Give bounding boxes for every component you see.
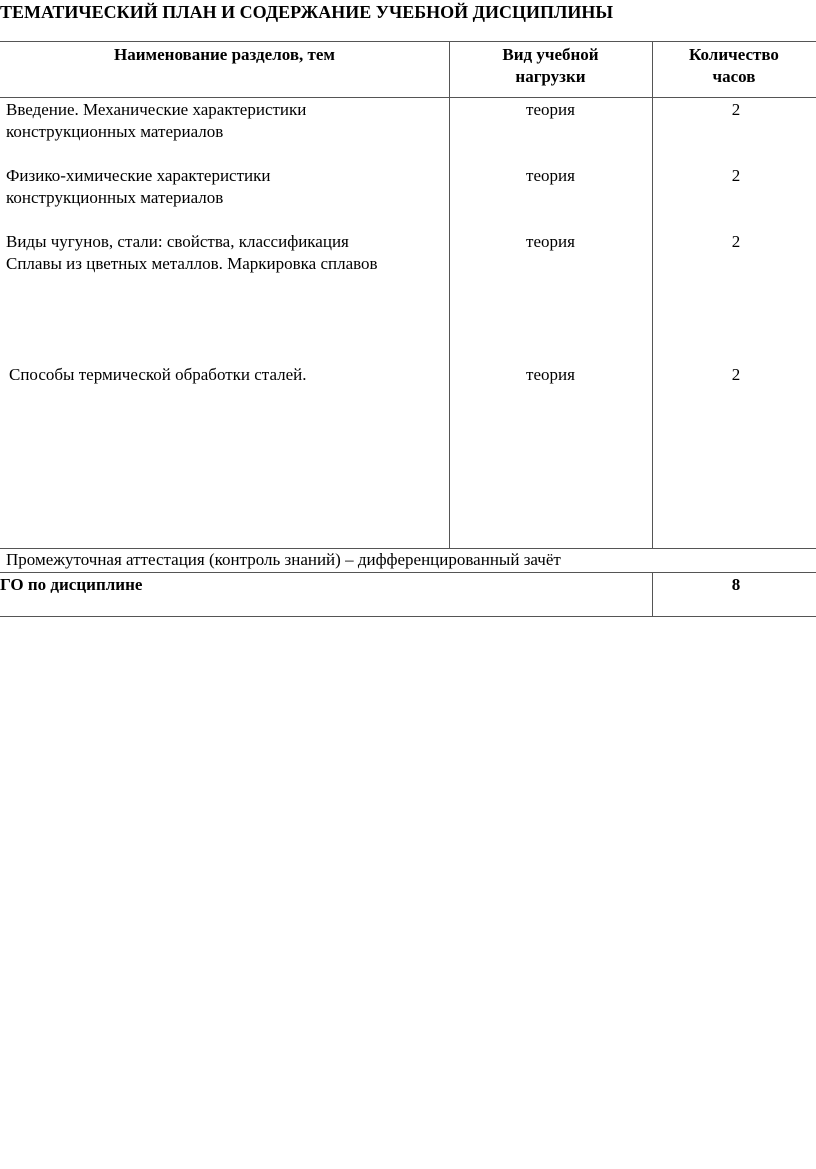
total-hours: 8 <box>731 575 741 594</box>
table-row-topic <box>6 231 446 275</box>
table-row-type: теория <box>526 166 575 185</box>
total-label: ГО по дисциплине <box>0 575 143 594</box>
header-load <box>449 44 652 88</box>
attestation-text: Промежуточная аттестация (контроль знаний) – дифференцированный зачёт <box>6 550 561 569</box>
header-load-line1: Вид учебной <box>502 45 599 64</box>
header-hours <box>652 44 816 88</box>
header-hours-line1: Количество <box>689 45 779 64</box>
topic-line: конструкционных материалов <box>6 122 224 141</box>
topic-line: Введение. Механические характеристики <box>6 100 307 119</box>
header-hours-line2: часов <box>712 67 756 86</box>
table-row-type: теория <box>526 232 575 251</box>
table-row-topic <box>6 99 446 143</box>
topic-line: Способы термической обработки сталей. <box>9 365 307 384</box>
table-row-hours: 2 <box>731 232 741 251</box>
table-row-hours: 2 <box>731 100 741 119</box>
header-bottom-border <box>0 97 816 98</box>
table-row-hours: 2 <box>731 365 741 384</box>
topic-line: конструкционных материалов <box>6 188 224 207</box>
topic-line: Сплавы из цветных металлов. Маркировка сплавов <box>6 254 378 273</box>
table-top-border <box>0 41 816 42</box>
topic-line: Виды чугунов, стали: свойства, классификация <box>6 232 349 251</box>
header-load-line2: нагрузки <box>515 67 586 86</box>
table-bottom-border <box>0 616 816 617</box>
attestation-bottom-border <box>0 572 816 573</box>
table-row-type: теория <box>526 100 575 119</box>
header-topic: Наименование разделов, тем <box>114 45 335 64</box>
topic-line: Физико-химические характеристики <box>6 166 271 185</box>
table-row-topic <box>6 165 446 209</box>
table-row-hours: 2 <box>731 166 741 185</box>
table-row-topic <box>9 364 446 386</box>
table-row-type: теория <box>526 365 575 384</box>
page-title: ТЕМАТИЧЕСКИЙ ПЛАН И СОДЕРЖАНИЕ УЧЕБНОЙ ДИСЦИПЛИНЫ <box>0 2 614 22</box>
